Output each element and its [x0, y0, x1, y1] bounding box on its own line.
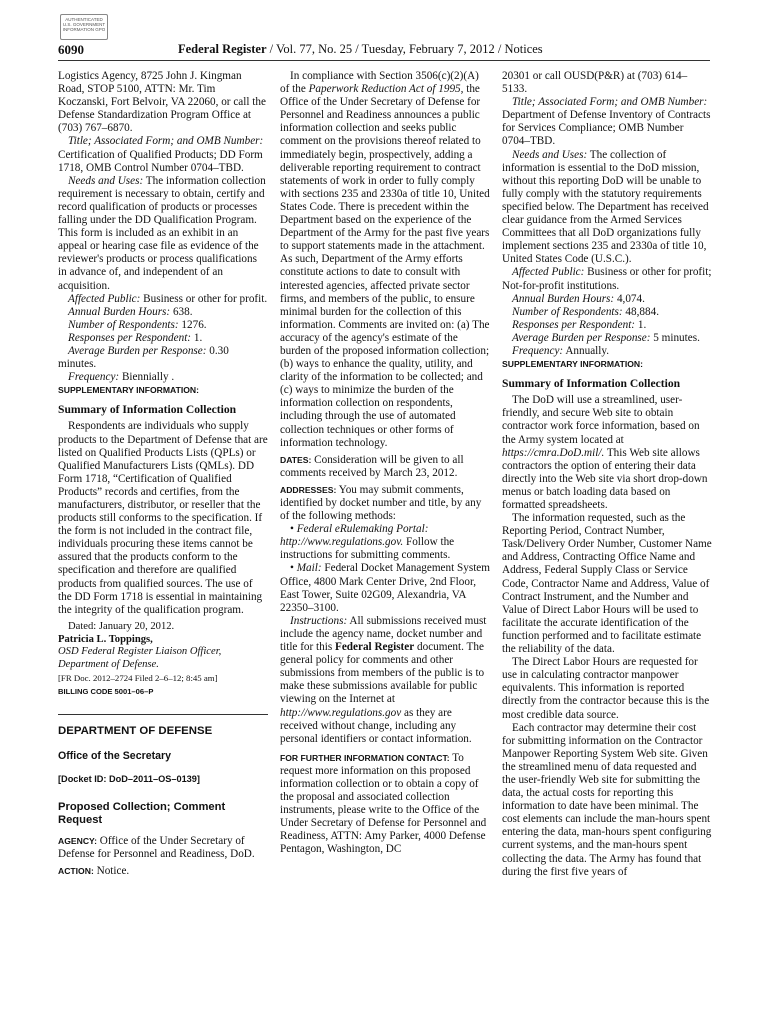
label: Needs and Uses:: [68, 174, 144, 187]
text: In compliance with Section 3506(c)(2)(A) of the: [280, 70, 479, 96]
paragraph: [58, 306, 268, 319]
label: FOR FURTHER INFORMATION CONTACT:: [280, 752, 450, 763]
label: ACTION:: [58, 865, 94, 876]
section-label: SUPPLEMENTARY INFORMATION:: [502, 359, 643, 370]
value: The information collection requirement is necessary to obtain, certify and record qualification of products or processes falling under the DD Qualification Program. This form is included as an exhibit in an appeal or hearing case file as evidence of the reviewer's products or process qualifications in advance of, and independent of an acquisition.: [58, 174, 266, 292]
office-heading: Office of the Secretary: [58, 750, 172, 763]
paragraph: [502, 149, 712, 267]
issue-info: / Vol. 77, No. 25 / Tuesday, February 7, 2012 / Notices: [266, 42, 543, 56]
value: 1276.: [178, 318, 207, 331]
notice-title: Proposed Collection; Comment Request: [58, 800, 226, 826]
section-heading: Summary of Information Collection: [502, 377, 681, 391]
paragraph: [58, 332, 268, 345]
dated-line: Dated: January 20, 2012.: [68, 620, 175, 632]
label: Responses per Respondent:: [512, 318, 636, 331]
label: ADDRESSES:: [280, 484, 337, 495]
label: AGENCY:: [58, 835, 97, 846]
paragraph: [58, 293, 268, 306]
journal-name: Federal Register: [178, 42, 267, 56]
column-2: [280, 70, 490, 857]
value: Consideration will be given to all comments received by March 23, 2012.: [280, 453, 464, 479]
value: Business or other for profit; Not-for-profit institutions.: [502, 266, 712, 292]
paragraph: [58, 371, 268, 384]
url-link[interactable]: http://www.regulations.gov: [280, 706, 402, 719]
label: Average Burden per Response:: [68, 344, 207, 357]
act-name: Paperwork Reduction Act of 1995,: [308, 83, 464, 96]
url-link[interactable]: https://cmra.DoD.mil/.: [502, 446, 605, 459]
value: 1.: [635, 318, 647, 331]
page-header: [58, 40, 710, 61]
gpo-authenticated-logo: AUTHENTICATED U.S. GOVERNMENT INFORMATION GPO: [60, 14, 108, 40]
paragraph: [280, 615, 490, 746]
docket-id: [Docket ID: DoD–2011–OS–0139]: [58, 774, 200, 785]
label: Responses per Respondent:: [68, 331, 192, 344]
page-number: 6090: [58, 42, 84, 57]
paragraph: [58, 835, 268, 861]
value: 0.30 minutes.: [58, 344, 229, 371]
link-label[interactable]: Federal eRulemaking Portal: http://www.regulations.gov.: [280, 523, 429, 549]
text: the Office of the Under Secretary of Defense for Personnel and Readiness announces a public information collection and seeks public comment on the provisions thereof related to immediately begin, prospectively, adding a deliverable reporting requirement to contract statements of work in order to fully comply with sections 235 and 2330a of title 10, United States Code. There is precedent within the Department based on the experience of the Department of the Army for the past five years to support statements made in the attachment. As such, Department of the Army efforts constitute actions to date to consult with interested agencies, affected private sector firms, and members of the public, to ensure minimal burden for the collection of this information. Comments are invited on: (a) The accuracy of the agency's estimate of the burden of the proposed information collection; (b) ways to enhance the quality, utility, and clarity of the information to be collected; and (c) ways to minimize the burden of the information collection on respondents, including through the use of automated collection techniques or other forms of information technology.: [280, 83, 490, 449]
label: Annual Burden Hours:: [512, 292, 615, 305]
fr-doc-line: [FR Doc. 2012–2724 Filed 2–6–12; 8:45 am]: [58, 673, 218, 684]
paragraph: Respondents are individuals who supply products to the Department of Defense that are listed on Qualified Products Lists (QPLs) or Qualified Manufacturers Lists (QMLs). DD Form 1718, “Certification of Qualified Products” records and certifies, from the manufacturers, distributor, or reseller that the products still conforms to the specification. If the form is not included in the contract file, individuals procuring these items cannot be assured that the products conform to the specification and therefore are qualified products from qualified sources. The use of the DD Form 1718 is essential in maintaining the integrity of the qualification program.: [58, 420, 268, 616]
label: Instructions:: [290, 614, 348, 627]
label: Needs and Uses:: [512, 148, 588, 161]
value: Office of the Under Secretary of Defense for Personnel and Readiness, DoD.: [58, 834, 255, 860]
section-label: SUPPLEMENTARY INFORMATION:: [58, 385, 199, 396]
signer-title: OSD Federal Register Liaison Officer, Department of Defense.: [58, 646, 222, 671]
paragraph: [58, 319, 268, 332]
section-heading: Summary of Information Collection: [58, 403, 237, 417]
paragraph: [58, 175, 268, 293]
value: To request more information on this proposed information collection or to obtain a copy of the proposal and associated collection instruments, please write to the Office of the Under Secretary of Defense for Personnel and Readiness, ATTN: Amy Parker, 4000 Defense Pentagon, Washington, DC: [280, 751, 487, 856]
label: DATES:: [280, 454, 312, 465]
text: as they are received without change, including any personal identifiers or contact information.: [280, 706, 472, 745]
paragraph: The information requested, such as the Reporting Period, Contract Number, Task/Delivery Order Number, Customer Name and Address, Contracting Office Name and Address, Federal Supply Class or Service Code, Contractor Name and Address, Value of Contract Instrument, and the Number and Value of Direct Labor Hours will be used to facilitate the accurate identification of the function performed and to facilitate estimate the reliability of the data.: [502, 512, 712, 656]
text: document. The general policy for comments and other submissions from members of the public is to make these submissions available for public viewing on the Internet at: [280, 641, 485, 706]
label: Number of Respondents:: [68, 318, 179, 331]
paragraph: [502, 293, 712, 306]
label: Frequency:: [512, 344, 564, 357]
department-heading: DEPARTMENT OF DEFENSE: [58, 725, 213, 738]
label: Affected Public:: [512, 266, 585, 279]
paragraph: The Direct Labor Hours are requested for use in calculating contractor manpower equivalents. This information is reported directly from the contractor because this is the most credible data source.: [502, 656, 710, 721]
value: Follow the instructions for submitting comments.: [280, 536, 455, 562]
bullet-item: • Mail: Federal Docket Management System Office, 4800 Mark Center Drive, 2nd Floor, East Tower, Suite 02G09, Alexandria, VA 22350–3100.: [280, 562, 490, 614]
label: Annual Burden Hours:: [68, 305, 171, 318]
journal-name: Federal Register: [335, 641, 415, 654]
value: The collection of information is essential to the DoD mission, without this reporting DoD will be unable to fully comply with the statutory requirements specified below. The Department has received clear guidance from the Armed Services Committees that all DoD organizations fully implement sections 235 and 2330a of title 10, United States Code (U.S.C.).: [502, 148, 709, 266]
label: Affected Public:: [68, 292, 141, 305]
label: Number of Respondents:: [512, 305, 623, 318]
bullet-item: • Federal eRulemaking Portal: http://www.regulations.gov. Follow the instructions for submitting comments.: [280, 523, 455, 562]
paragraph: 20301 or call OUSD(P&R) at (703) 614–5133.: [502, 70, 688, 96]
label: Title; Associated Form; and OMB Number:: [68, 135, 264, 148]
text: This Web site allows contractors the option of entering their data directly into the Web site via short drop-down menus or batch loading data based on formatted spreadsheets.: [502, 446, 708, 511]
running-head: [178, 42, 543, 57]
paragraph: Each contractor may determine their cost for submitting information on the Contractor Manpower Reporting System Web site. Given the streamlined menu of data requested and the user-friendly Web site for submitting the data, the actual costs for reporting this information to date have been minimal. The cost elements can include the man-hours spent entering the data, man-hours spent configuring current systems, and the man-hours spent collecting the data. The Army has found that during the first five years of: [502, 721, 712, 878]
value: 48,884.: [622, 305, 659, 318]
value: Annually.: [563, 344, 610, 357]
paragraph: [502, 266, 712, 292]
value: You may submit comments, identified by docket number and title, by any of the following methods:: [280, 483, 482, 523]
value: 5 minutes.: [650, 331, 700, 344]
label: Title; Associated Form; and OMB Number:: [512, 96, 708, 109]
signer-name: Patricia L. Toppings,: [58, 633, 153, 645]
paragraph: [280, 752, 490, 857]
paragraph: [58, 865, 268, 878]
paragraph: [502, 394, 712, 512]
paragraph: [502, 332, 712, 345]
paragraph: [280, 70, 490, 450]
paragraph: [280, 454, 490, 480]
value: Biennially .: [119, 371, 175, 384]
paragraph: [280, 484, 490, 523]
paragraph: [502, 319, 712, 332]
value: Business or other for profit.: [140, 292, 268, 305]
paragraph: Logistics Agency, 8725 John J. Kingman Road, STOP 5100, ATTN: Mr. Tim Koczanski, Fort Belvoir, VA 22060, or call the Defense Standardization Program Office at (703) 767–6870.: [58, 70, 266, 135]
label: Average Burden per Response:: [512, 331, 651, 344]
value: Department of Defense Inventory of Contracts for Services Compliance; OMB Number 0704–TBD.: [502, 109, 711, 148]
text: All submissions received must include the agency name, docket number and title for this: [280, 614, 487, 654]
value: 1.: [191, 331, 203, 344]
text: The DoD will use a streamlined, user-friendly, and secure Web site to obtain contractor work force information, based on the Army system located at: [502, 394, 700, 446]
divider: [58, 714, 268, 715]
value: Notice.: [93, 864, 130, 877]
paragraph: [58, 135, 268, 174]
label: Frequency:: [68, 371, 120, 384]
column-3: [502, 70, 712, 879]
paragraph: [502, 306, 712, 319]
paragraph: [502, 345, 712, 358]
value: Certification of Qualified Products; DD Form 1718, OMB Control Number 0704–TBD.: [58, 148, 263, 174]
value: 638.: [170, 305, 193, 318]
paragraph: [502, 96, 712, 148]
label: Mail:: [296, 562, 322, 575]
billing-code: BILLING CODE 5001–06–P: [58, 687, 154, 697]
value: Federal Docket Management System Office, 4800 Mark Center Drive, 2nd Floor, East Tower, Suite 02G09, Alexandria, VA 22350–3100.: [280, 562, 490, 614]
paragraph: [58, 345, 268, 371]
value: 4,074.: [614, 292, 645, 305]
column-1: [58, 70, 268, 878]
